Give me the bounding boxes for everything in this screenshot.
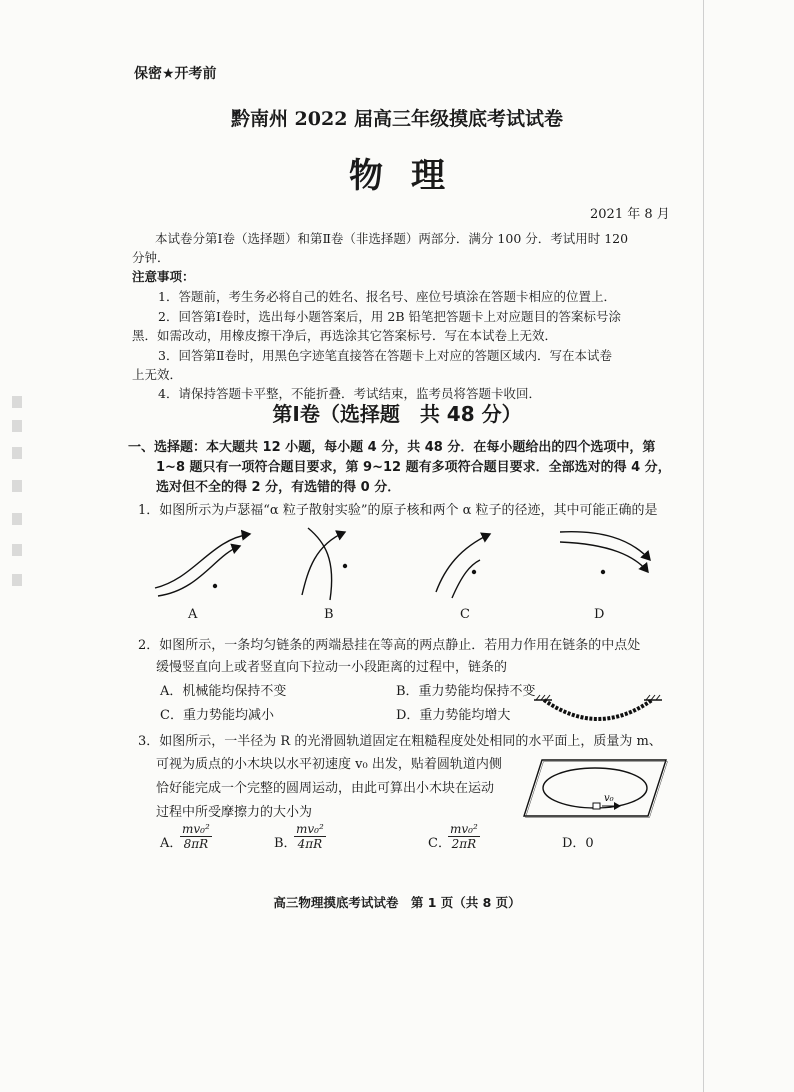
- section-1-title: 第Ⅰ卷（选择题 共 48 分）: [272, 402, 522, 426]
- q3-option-a-letter[interactable]: A．: [160, 836, 183, 851]
- margin-mark: [12, 513, 22, 525]
- q3-option-c-letter[interactable]: C．: [428, 836, 451, 851]
- q1-stem: 1．如图所示为卢瑟福“α 粒子散射实验”的原子核和两个 α 粒子的径迹，其中可能正确的是: [138, 503, 658, 518]
- q2-option-d[interactable]: D．重力势能均增大: [396, 708, 511, 723]
- section-instruction-3: 选对但不全的得 2 分，有选错的得 0 分．: [156, 480, 401, 495]
- note-4: 4．请保持答题卡平整，不能折叠．考试结束，监考员将答题卡收回．: [158, 386, 541, 401]
- q1-figures: [140, 520, 680, 610]
- margin-mark: [12, 447, 22, 459]
- page-footer: 高三物理摸底考试试卷 第 1 页（共 8 页）: [273, 895, 521, 910]
- exam-title: 黔南州 2022 届高三年级摸底考试试卷: [230, 108, 564, 130]
- q3-stem-1: 3．如图所示，一半径为 R 的光滑圆轨道固定在粗糙程度处处相同的水平面上，质量为 m、: [138, 734, 662, 749]
- q2-option-c[interactable]: C．重力势能均减小: [160, 708, 274, 723]
- q3-option-b-numerator: mv₀²: [296, 822, 324, 836]
- q3-stem-3: 恰好能完成一个完整的圆周运动，由此可算出小木块在运动: [156, 781, 495, 796]
- note-2a: 2．回答第Ⅰ卷时，选出每小题答案后，用 2B 铅笔把答题卡上对应题目的答案标号涂: [158, 309, 621, 324]
- q1-label-a: A: [188, 607, 198, 622]
- q1-figure-b: [302, 528, 347, 600]
- q3-circular-track-figure: [520, 752, 670, 824]
- section-instruction-2: 1~8 题只有一项符合题目要求，第 9~12 题有多项符合题目要求．全部选对的得 4 分，: [156, 460, 671, 475]
- q2-option-b[interactable]: B．重力势能均保持不变: [396, 684, 536, 699]
- q3-option-a-denominator: 8πR: [183, 837, 209, 851]
- q3-option-b-denominator: 4πR: [297, 837, 323, 851]
- q3-option-d[interactable]: D．0: [562, 836, 594, 851]
- q2-stem-1: 2．如图所示，一条均匀链条的两端悬挂在等高的两点静止．若用力作用在链条的中点处: [138, 638, 641, 653]
- q3-option-c-fraction[interactable]: [448, 822, 480, 851]
- subject-title: 物理: [349, 156, 473, 196]
- q3-option-c-denominator: 2πR: [451, 837, 477, 851]
- q3-option-a-fraction[interactable]: [180, 822, 212, 851]
- margin-mark: [12, 544, 22, 556]
- note-3a: 3．回答第Ⅱ卷时，用黑色字迹笔直接答在答题卡上对应的答题区域内．写在本试卷: [158, 348, 612, 363]
- q1-label-d: D: [594, 607, 605, 622]
- q1-label-c: C: [460, 607, 470, 622]
- note-3b: 上无效．: [132, 367, 183, 382]
- q3-option-b-letter[interactable]: B．: [274, 836, 297, 851]
- section-instruction-1: 一、选择题：本大题共 12 小题，每小题 4 分，共 48 分．在每小题给出的四个选项中，第: [128, 440, 656, 455]
- q1-figure-d: [560, 532, 650, 574]
- note-2b: 黑．如需改动，用橡皮擦干净后，再选涂其它答案标号．写在本试卷上无效．: [132, 328, 558, 343]
- q2-chain-figure: [532, 694, 664, 730]
- q3-stem-2: 可视为质点的小木块以水平初速度 v₀ 出发，贴着圆轨道内侧: [156, 757, 502, 772]
- q1-label-b: B: [324, 607, 334, 622]
- q3-option-c-numerator: mv₀²: [450, 822, 478, 836]
- q2-option-a[interactable]: A．机械能均保持不变: [160, 684, 287, 699]
- notes-heading: 注意事项：: [132, 269, 195, 284]
- q3-option-a-numerator: mv₀²: [182, 822, 210, 836]
- q1-figure-c: [436, 534, 490, 598]
- note-1: 1．答题前，考生务必将自己的姓名、报名号、座位号填涂在答题卡相应的位置上．: [158, 289, 616, 304]
- q3-option-b-fraction[interactable]: [294, 822, 326, 851]
- exam-date: 2021 年 8 月: [590, 207, 670, 222]
- q3-stem-4: 过程中所受摩擦力的大小为: [156, 805, 313, 820]
- intro-line-1: 本试卷分第Ⅰ卷（选择题）和第Ⅱ卷（非选择题）两部分．满分 100 分．考试用时 120: [155, 231, 629, 246]
- confidential-label: 保密★开考前: [134, 66, 217, 82]
- q2-stem-2: 缓慢竖直向上或者竖直向下拉动一小段距离的过程中，链条的: [156, 660, 508, 675]
- margin-mark: [12, 480, 22, 492]
- q1-figure-a: [155, 534, 250, 596]
- margin-mark: [12, 574, 22, 586]
- intro-line-2: 分钟．: [132, 250, 170, 265]
- q3-v0-label: v₀: [604, 793, 614, 804]
